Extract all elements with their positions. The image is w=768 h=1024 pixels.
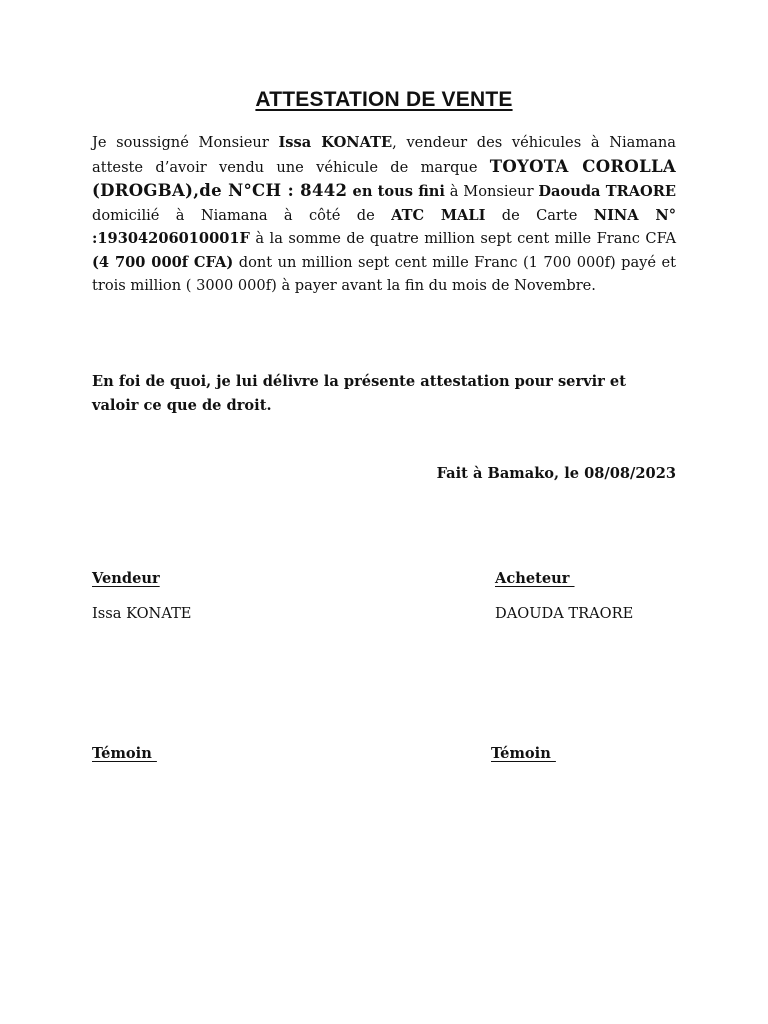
witness-left-label: Témoin <box>92 745 157 762</box>
total-price: (4 700 000f CFA) <box>92 253 234 271</box>
document-title: ATTESTATION DE VENTE <box>255 88 513 111</box>
buyer-name-inline: Daouda TRAORE <box>538 183 676 200</box>
buyer-signature-label: Acheteur <box>495 570 575 587</box>
seller-name-inline: Issa KONATE <box>278 134 393 151</box>
body-text: Je soussigné Monsieur <box>92 134 279 151</box>
witness-right-label: Témoin <box>491 745 556 762</box>
seller-signature-label: Vendeur <box>92 570 160 587</box>
place-and-date: Fait à Bamako, le 08/08/2023 <box>436 465 676 482</box>
body-text: dont un million sept cent mille Franc (1 700 000f) payé et trois million ( 3000 000f) à payer avant la fin du mois de Novembre. <box>92 253 676 294</box>
vehicle-model: TOYOTA COROLLA (DROGBA),de N°CH : 8442 <box>92 156 676 200</box>
body-text: , vendeur des véhicules à Niamana atteste d’avoir vendu une véhicule de marque <box>92 134 676 176</box>
body-text: de Carte <box>485 206 594 224</box>
vehicle-condition: en tous fini <box>347 183 445 200</box>
landmark-name: ATC MALI <box>391 206 486 224</box>
closing-statement: En foi de quoi, je lui délivre la présente attestation pour servir et valoir ce que de droit. <box>92 373 626 414</box>
body-text: domicilié à Niamana à côté de <box>92 206 392 224</box>
nina-card-number: NINA N° :19304206010001F <box>92 206 676 247</box>
attestation-body <box>92 131 676 298</box>
body-text: à la somme de quatre million sept cent mille Franc CFA <box>249 230 676 247</box>
buyer-signature-name: DAOUDA TRAORE <box>495 605 634 622</box>
seller-signature-name: Issa KONATE <box>92 605 192 622</box>
body-text: à Monsieur <box>444 183 539 200</box>
